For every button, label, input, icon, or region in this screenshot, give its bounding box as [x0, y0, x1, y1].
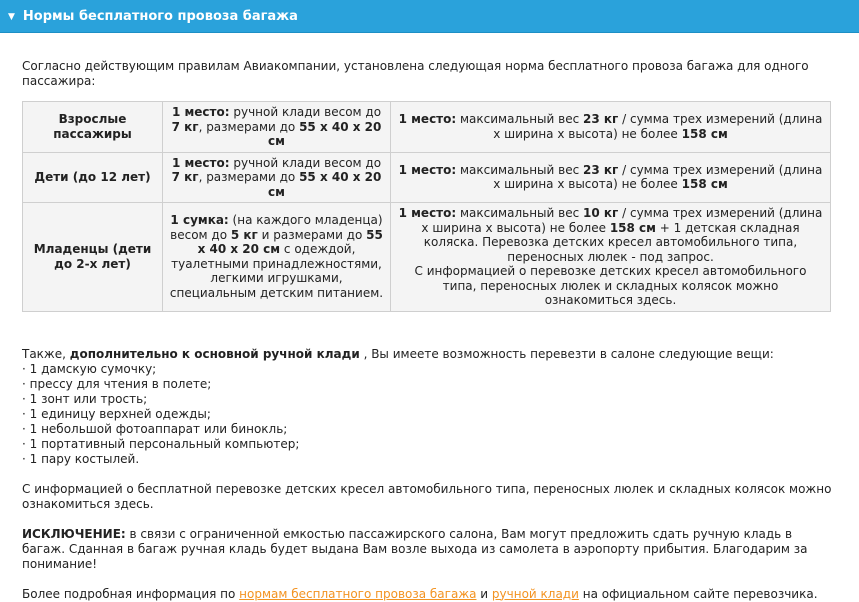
list-item: · 1 единицу верхней одежды;: [22, 406, 211, 421]
text-fragment: + 1 детская складная коляска. Перевозка детских кресел автомобильного типа, переносных люлек - под запрос.: [423, 220, 800, 264]
exception-text: в связи с ограниченной емкостью пассажирского салона, Вам могут предложить сдать ручную кладь в багаж. Сданная в багаж ручная кладь будет выдана Вам возле выхода из самолета в аэропорту прибытия. Благодарим за понимание!: [22, 526, 808, 571]
hand-luggage-cell: [163, 152, 391, 203]
bold-fragment: 7 кг: [171, 170, 199, 184]
text-fragment: максимальный вес: [456, 206, 584, 220]
category-cell: Младенцы (дети до 2-х лет): [23, 203, 163, 312]
section-header[interactable]: [0, 0, 859, 33]
hand-luggage-cell: [163, 102, 391, 153]
text-fragment: ручной клади весом до: [229, 155, 382, 170]
text-fragment: , размерами до: [198, 170, 300, 184]
bold-fragment: 1 место:: [398, 206, 457, 220]
also-suffix: , Вы имеете возможность перевезти в салоне следующие вещи:: [359, 346, 774, 361]
additional-items-intro: [22, 347, 837, 362]
intro-text: Согласно действующим правилам Авиакомпании, установлена следующая норма бесплатного провоза багажа для одного пассажира:: [22, 59, 809, 88]
hand-luggage-cell: [163, 203, 391, 312]
text-fragment: с одеждой, туалетными принадлежностями, легкими игрушками, специальным детским питанием.: [169, 242, 384, 300]
section-title: Нормы бесплатного провоза багажа: [22, 8, 298, 24]
also-prefix: Также,: [22, 346, 70, 361]
table-row: [23, 102, 831, 153]
collapse-triangle-icon[interactable]: ▼: [8, 11, 15, 22]
category-cell: Взрослые пассажиры: [23, 102, 163, 153]
baggage-norms-link[interactable]: нормам бесплатного провоза багажа: [239, 586, 477, 601]
content: [0, 33, 859, 602]
more-prefix: Более подробная информация по: [22, 586, 240, 601]
text-fragment: С информацией о перевозке детских кресел автомобильного типа, переносных люлек и складных колясок можно ознакомиться здесь.: [414, 264, 807, 307]
bold-fragment: 158 см: [681, 177, 728, 192]
bold-fragment: 10 кг: [583, 206, 619, 220]
bold-fragment: 158 см: [681, 126, 728, 141]
hand-luggage-link[interactable]: ручной клади: [491, 586, 579, 601]
text-fragment: ручной клади весом до: [229, 105, 382, 119]
text-fragment: , размерами до: [198, 119, 300, 134]
text-fragment: / сумма трех измерений (длина х ширина х высота) не более: [493, 112, 823, 141]
checked-baggage-cell: [391, 203, 831, 312]
category-cell: Дети (до 12 лет): [23, 152, 163, 203]
bold-fragment: 1 место:: [171, 105, 230, 119]
bold-fragment: 158 см: [609, 220, 656, 235]
also-bold: дополнительно к основной ручной клади: [69, 346, 360, 361]
table-row: [23, 152, 831, 203]
bold-fragment: 1 сумка:: [170, 213, 229, 228]
bold-fragment: 23 кг: [583, 112, 619, 127]
table-row: [23, 203, 831, 312]
bold-fragment: 23 кг: [583, 162, 619, 177]
list-item: · 1 дамскую сумочку;: [22, 361, 157, 376]
list-item: · 1 портативный персональный компьютер;: [22, 436, 300, 451]
list-item: · 1 небольшой фотоаппарат или бинокль;: [22, 421, 288, 436]
bold-fragment: 1 место:: [398, 112, 457, 127]
more-middle: и: [476, 586, 492, 601]
list-item: · прессу для чтения в полете;: [22, 376, 212, 391]
bold-fragment: 55 х 40 х 20 см: [268, 170, 382, 199]
text-fragment: максимальный вес: [456, 112, 584, 127]
more-suffix: на официальном сайте перевозчика.: [578, 586, 818, 601]
exception-label: ИСКЛЮЧЕНИЕ:: [22, 526, 126, 541]
more-info: [22, 587, 837, 602]
additional-items-list: [22, 362, 837, 467]
list-item: · 1 зонт или трость;: [22, 391, 148, 406]
child-seats-info: С информацией о бесплатной перевозке детских кресел автомобильного типа, переносных люлек и складных колясок можно ознакомиться здесь.: [22, 481, 832, 511]
list-item: · 1 пару костылей.: [22, 451, 140, 466]
bold-fragment: 1 место:: [398, 162, 457, 177]
bold-fragment: 1 место:: [171, 155, 230, 170]
bold-fragment: 55 х 40 х 20 см: [268, 119, 382, 148]
checked-baggage-cell: [391, 152, 831, 203]
text-fragment: максимальный вес: [456, 162, 584, 177]
bold-fragment: 5 кг: [230, 227, 258, 242]
bold-fragment: 7 кг: [171, 119, 199, 134]
text-fragment: / сумма трех измерений (длина х ширина х высота) не более: [421, 206, 823, 235]
bold-fragment: 55 х 40 х 20 см: [197, 227, 383, 257]
text-fragment: (на каждого младенца) весом до: [170, 213, 383, 242]
exception-note: [22, 527, 837, 572]
text-fragment: и размерами до: [257, 227, 367, 242]
baggage-table: [22, 101, 831, 312]
text-fragment: / сумма трех измерений (длина х ширина х высота) не более: [493, 162, 823, 192]
checked-baggage-cell: [391, 102, 831, 153]
